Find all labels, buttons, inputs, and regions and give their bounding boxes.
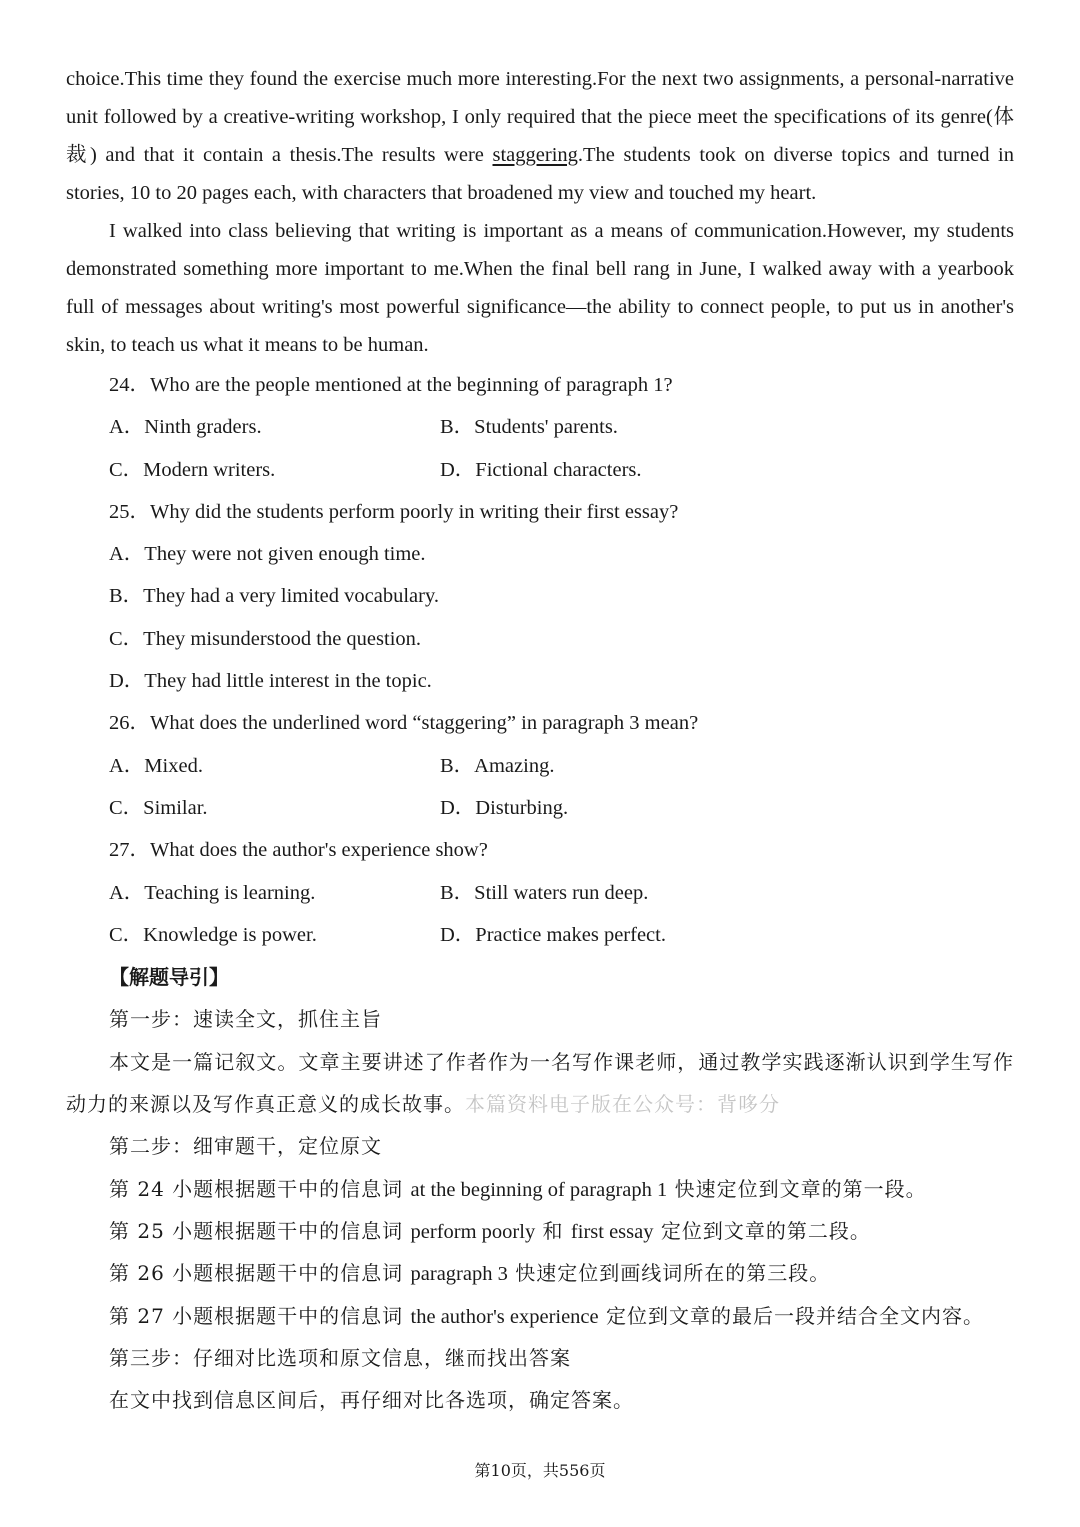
option-25-b[interactable]: B．They had a very limited vocabulary. — [109, 585, 439, 608]
option-24-b[interactable]: B．Students' parents. — [440, 416, 618, 439]
guide-summary-text: 本文是一篇记叙文。文章主要讲述了作者作为一名写作课老师，通过教学实践逐渐认识到学生写作动力的来源以及写作真正意义的成长故事。 — [66, 1049, 1014, 1117]
option-27-b[interactable]: B．Still waters run deep. — [440, 881, 649, 904]
question-26-stem: 26．What does the underlined word “staggering” in paragraph 3 mean? — [109, 712, 699, 735]
q27-post: 定位到文章的最后一段并结合全文内容。 — [598, 1303, 984, 1328]
option-26-c[interactable]: C．Similar. — [109, 796, 208, 819]
q26-pre: 第 26 小题根据题干中的信息词 — [109, 1261, 411, 1286]
guide-q25 — [66, 1210, 1014, 1252]
underlined-word: staggering — [492, 144, 578, 166]
q24-pre: 第 24 小题根据题干中的信息词 — [109, 1176, 411, 1201]
question-27-stem: 27．What does the author's experience show? — [109, 839, 488, 862]
page-footer: 第10页，共556页 — [474, 1461, 606, 1480]
question-27-options-row-1 — [66, 872, 1014, 914]
watermark-text: 本篇资料电子版在公众号：背哆分 — [465, 1092, 780, 1117]
q27-pre: 第 27 小题根据题干中的信息词 — [109, 1303, 411, 1328]
q25-pre: 第 25 小题根据题干中的信息词 — [109, 1218, 411, 1243]
guide-header: 【解题导引】 — [109, 965, 229, 990]
option-27-a[interactable]: A．Teaching is learning. — [109, 881, 316, 904]
option-27-d[interactable]: D．Practice makes perfect. — [440, 923, 666, 946]
question-25-stem: 25．Why did the students perform poorly in writing their first essay? — [109, 500, 679, 523]
passage-paragraph-4: I walked into class believing that writing is important as a means of communication.However, my students demonstrated something more important to me.When the final bell rang in June, I walked away with a yearbook full of messages about writing's most powerful significance—the ability to connect people, to put us in another's skin, to teach us what it means to be human. — [66, 220, 1014, 356]
q25-mid: 和 — [535, 1218, 571, 1243]
page-content — [66, 60, 1014, 1421]
guide-q27 — [66, 1295, 1014, 1337]
passage-paragraph-3 — [66, 60, 1014, 212]
q25-keyword-2: first essay — [570, 1220, 654, 1243]
guide-q26 — [66, 1252, 1014, 1294]
option-25-d[interactable]: D．They had little interest in the topic. — [109, 670, 432, 693]
q25-post: 定位到文章的第二段。 — [653, 1218, 871, 1243]
option-26-d[interactable]: D．Disturbing. — [440, 796, 569, 819]
option-24-c[interactable]: C．Modern writers. — [109, 458, 276, 481]
option-25-c[interactable]: C．They misunderstood the question. — [109, 627, 422, 650]
q24-post: 快速定位到文章的第一段。 — [667, 1176, 927, 1201]
q24-keyword: at the beginning of paragraph 1 — [410, 1178, 668, 1201]
option-24-a[interactable]: A．Ninth graders. — [109, 416, 262, 439]
q26-post: 快速定位到画线词所在的第三段。 — [507, 1261, 831, 1286]
q26-keyword: paragraph 3 — [410, 1263, 508, 1286]
q27-keyword: the author's experience — [410, 1305, 599, 1328]
option-26-a[interactable]: A．Mixed. — [109, 754, 203, 777]
guide-step-3: 第三步：仔细对比选项和原文信息，继而找出答案 — [109, 1345, 571, 1370]
guide-step-2: 第二步：细审题干，定位原文 — [109, 1134, 382, 1159]
option-24-d[interactable]: D．Fictional characters. — [440, 458, 642, 481]
question-26-options-row-1 — [66, 745, 1014, 787]
guide-step-1: 第一步：速读全文，抓住主旨 — [109, 1007, 382, 1032]
question-24-options-row-2 — [66, 449, 1014, 491]
question-24-stem: 24．Who are the people mentioned at the beginning of paragraph 1? — [109, 374, 673, 396]
question-26-options-row-2 — [66, 787, 1014, 829]
option-26-b[interactable]: B．Amazing. — [440, 754, 555, 777]
question-27-options-row-2 — [66, 914, 1014, 956]
p3-text-after: .The students took on diverse topics and turned in stories, 10 to 20 pages each, with characters that broadened my view and touched my heart. — [66, 144, 1014, 204]
p3-text-before: choice.This time they found the exercise much more interesting.For the next two assignments, a personal-narrative unit followed by a creative-writing workshop, I only required that the piece meet the specifications of its genre(体裁) and that it contain a thesis.The results were — [66, 68, 1014, 166]
guide-final: 在文中找到信息区间后，再仔细对比各选项，确定答案。 — [109, 1388, 634, 1413]
option-27-c[interactable]: C．Knowledge is power. — [109, 923, 317, 946]
question-24-options-row-1 — [66, 406, 1014, 448]
q25-keyword-1: perform poorly — [410, 1220, 536, 1243]
guide-summary — [66, 1041, 1014, 1126]
guide-q24 — [66, 1168, 1014, 1210]
option-25-a[interactable]: A．They were not given enough time. — [109, 543, 426, 566]
